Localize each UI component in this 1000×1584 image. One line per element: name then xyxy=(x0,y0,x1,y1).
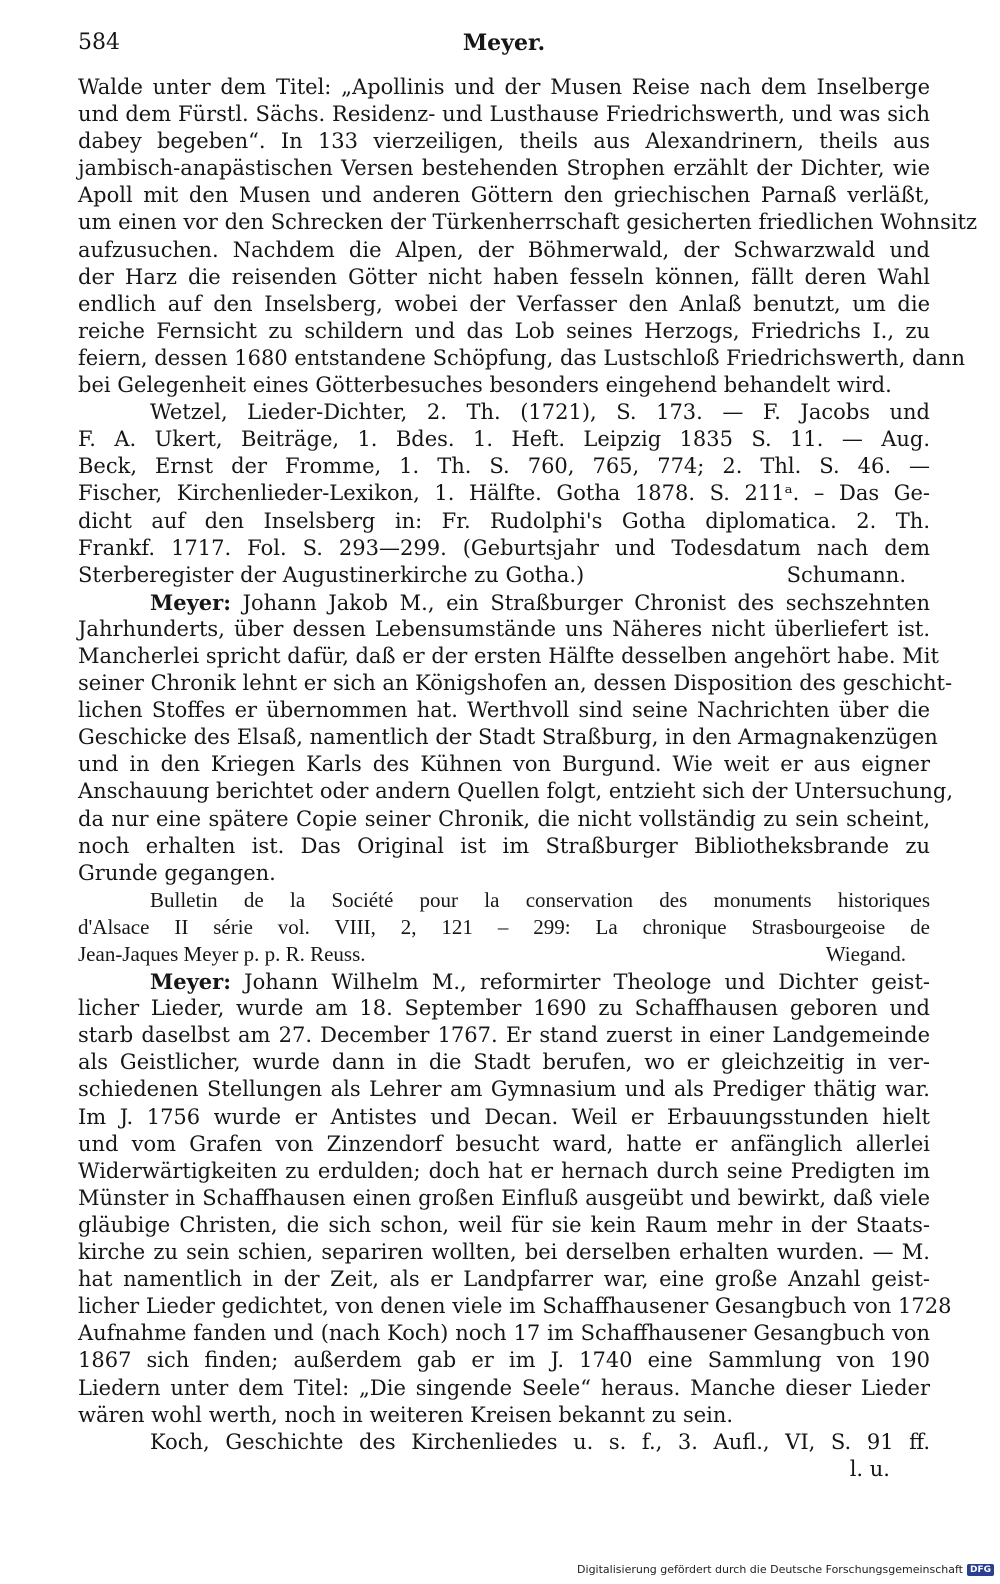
entry1-ref-line: Sterberegister der Augustinerkirche zu Gotha.) xyxy=(78,562,585,587)
entry1-ref-last-line xyxy=(78,562,930,589)
entry2-first-line-text: Johann Jakob M., ein Straßburger Chronist des sechszehnten xyxy=(231,590,930,615)
entry3-line: 1867 sich finden; außerdem gab er im J. 1740 eine Sammlung von 190 xyxy=(78,1348,930,1373)
entry2-ref-line: Bulletin de la Société pour la conservation des monuments historiques xyxy=(150,887,930,912)
digitization-footer xyxy=(577,1563,994,1576)
entry1-line: feiern, dessen 1680 entstandene Schöpfung, das Lustschloß Friedrichswerth, dann xyxy=(78,345,965,370)
entry1-line: Apoll mit den Musen und anderen Göttern den griechischen Parnaß verläßt, xyxy=(78,183,930,208)
page-number: 584 xyxy=(78,30,120,55)
entry1-line: aufzusuchen. Nachdem die Alpen, der Böhmerwald, der Schwarzwald und xyxy=(78,237,930,262)
entry2-line: Geschicke des Elsaß, namentlich der Stadt Straßburg, in den Armagnakenzügen xyxy=(78,725,938,750)
entry3-line: kirche zu sein schien, separiren wollten, bei derselben erhalten wurden. — M. xyxy=(78,1240,930,1265)
entry3-line: schiedenen Stellungen als Lehrer am Gymnasium und als Prediger thätig war. xyxy=(78,1077,930,1102)
entry2-line: lichen Stoffes er übernommen hat. Werthvoll sind seine Nachrichten über die xyxy=(78,698,930,723)
entry3-line: Liedern unter dem Titel: „Die singende Seele“ heraus. Manche dieser Lieder xyxy=(78,1375,930,1400)
entry1-line: reiche Fernsicht zu schildern und das Lob seines Herzogs, Friedrichs I., zu xyxy=(78,318,930,343)
entry2-first-line xyxy=(78,589,930,616)
entry2-line: da nur eine spätere Copie seiner Chronik, die nicht vollständig zu sein scheint, xyxy=(78,806,930,831)
entry1-line: bei Gelegenheit eines Götterbesuches besonders eingehend behandelt wird. xyxy=(78,373,892,398)
entry2-line: noch erhalten ist. Das Original ist im Straßburger Bibliotheksbrande zu xyxy=(78,833,930,858)
page xyxy=(78,30,978,1483)
page-header xyxy=(78,30,930,74)
entry3-line: wären wohl werth, noch in weiteren Kreisen bekannt zu sein. xyxy=(78,1402,734,1427)
entry1-line: um einen vor den Schrecken der Türkenherrschaft gesicherten friedlichen Wohnsitz xyxy=(78,210,978,235)
entry2-line: Jahrhunderts, über dessen Lebensumstände uns Näheres nicht überliefert ist. xyxy=(78,616,930,641)
entry3-ref-line: Koch, Geschichte des Kirchenliedes u. s. f., 3. Aufl., VI, S. 91 ff. xyxy=(150,1429,930,1454)
entry2-line: Anschauung berichtet oder andern Quellen folgt, entzieht sich der Untersuchung, xyxy=(78,779,953,804)
entry1-ref-line: F. A. Ukert, Beiträge, 1. Bdes. 1. Heft. Leipzig 1835 S. 11. — Aug. xyxy=(78,427,930,452)
entry3-line: licher Lieder gedichtet, von denen viele im Schaffhausener Gesangbuch von 1728 xyxy=(78,1294,952,1319)
entry-1 xyxy=(78,74,978,589)
entry1-line: Walde unter dem Titel: „Apollinis und der Musen Reise nach dem Inselberge xyxy=(78,75,930,99)
entry-3 xyxy=(78,968,952,1483)
entry1-ref-line: Fischer, Kirchenlieder-Lexikon, 1. Hälfte. Gotha 1878. S. 211ᵃ. – Das Ge- xyxy=(78,481,930,506)
entry2-line: seiner Chronik lehnt er sich an Königshofen an, dessen Disposition des geschicht- xyxy=(78,671,953,696)
author-signature: l. u. xyxy=(849,1456,890,1481)
entry1-line: jambisch-anapästischen Versen bestehenden Strophen erzählt der Dichter, wie xyxy=(78,156,930,181)
entry1-line: dabey begeben“. In 133 vierzeiligen, theils aus Alexandrinern, theils aus xyxy=(78,129,930,154)
entry-lemma: Meyer: xyxy=(150,969,231,995)
author-signature: Schumann. xyxy=(786,562,906,587)
entry3-line: starb daselbst am 27. December 1767. Er stand zuerst in einer Landgemeinde xyxy=(78,1023,930,1048)
dfg-logo: DFG xyxy=(967,1564,994,1576)
entry3-line: und vom Grafen von Zinzendorf besucht ward, hatte er anfänglich allerlei xyxy=(78,1131,930,1156)
entry1-line: endlich auf den Inselsberg, wobei der Verfasser den Anlaß benutzt, um die xyxy=(78,291,930,316)
entry3-line: als Geistlicher, wurde dann in die Stadt berufen, wo er gleichzeitig in ver- xyxy=(78,1050,930,1075)
footer-credit: Digitalisierung gefördert durch die Deutsche Forschungsgemeinschaft xyxy=(577,1563,963,1576)
entry3-first-line xyxy=(78,968,930,995)
entry2-ref-line: Jean-Jaques Meyer p. p. R. Reuss. xyxy=(78,942,366,966)
entry3-line: Münster in Schaffhausen einen großen Einfluß ausgeübt und bewirkt, daß viele xyxy=(78,1185,930,1210)
entry2-line: und in den Kriegen Karls des Kühnen von Burgund. Wie weit er aus eigner xyxy=(78,752,930,777)
entry3-line: licher Lieder, wurde am 18. September 1690 zu Schaffhausen geboren und xyxy=(78,996,930,1021)
entry3-line: Aufnahme fanden und (nach Koch) noch 17 im Schaffhausener Gesangbuch von xyxy=(78,1321,930,1346)
entry1-ref-line: Frankf. 1717. Fol. S. 293—299. (Geburtsjahr und Todesdatum nach dem xyxy=(78,535,930,560)
entry-2 xyxy=(78,589,953,968)
entry3-line: gläubige Christen, die sich schon, weil für sie kein Raum mehr in der Staats- xyxy=(78,1212,930,1237)
entry1-ref-line: Wetzel, Lieder-Dichter, 2. Th. (1721), S. 173. — F. Jacobs und xyxy=(150,400,930,425)
entry-lemma: Meyer: xyxy=(150,589,231,615)
entry2-ref-line: d'Alsace II série vol. VIII, 2, 121 – 299: La chronique Strasbourgeoise de xyxy=(78,914,930,939)
running-head: Meyer. xyxy=(462,30,546,56)
entry1-line: und dem Fürstl. Sächs. Residenz- und Lusthause Friedrichswerth, und was sich xyxy=(78,102,930,127)
entry3-first-line-text: Johann Wilhelm M., reformirter Theologe und Dichter geist- xyxy=(231,970,930,995)
entry1-line: der Harz die reisenden Götter nicht haben fesseln können, fällt deren Wahl xyxy=(78,264,930,289)
entry2-ref-last-line xyxy=(78,941,930,968)
entry3-line: Im J. 1756 wurde er Antistes und Decan. Weil er Erbauungsstunden hielt xyxy=(78,1104,930,1129)
entry1-ref-line: Beck, Ernst der Fromme, 1. Th. S. 760, 765, 774; 2. Thl. S. 46. — xyxy=(78,454,930,479)
author-signature: Wiegand. xyxy=(825,942,906,966)
entry2-line: Mancherlei spricht dafür, daß er der ersten Hälfte desselben angehört habe. Mit xyxy=(78,643,939,668)
entry1-ref-line: dicht auf den Inselsberg in: Fr. Rudolphi's Gotha diplomatica. 2. Th. xyxy=(78,508,930,533)
entry3-line: Widerwärtigkeiten zu erdulden; doch hat er hernach durch seine Predigten im xyxy=(78,1158,930,1183)
entry2-line: Grunde gegangen. xyxy=(78,860,276,885)
entry3-line: hat namentlich in der Zeit, als er Landpfarrer war, eine große Anzahl geist- xyxy=(78,1267,930,1292)
